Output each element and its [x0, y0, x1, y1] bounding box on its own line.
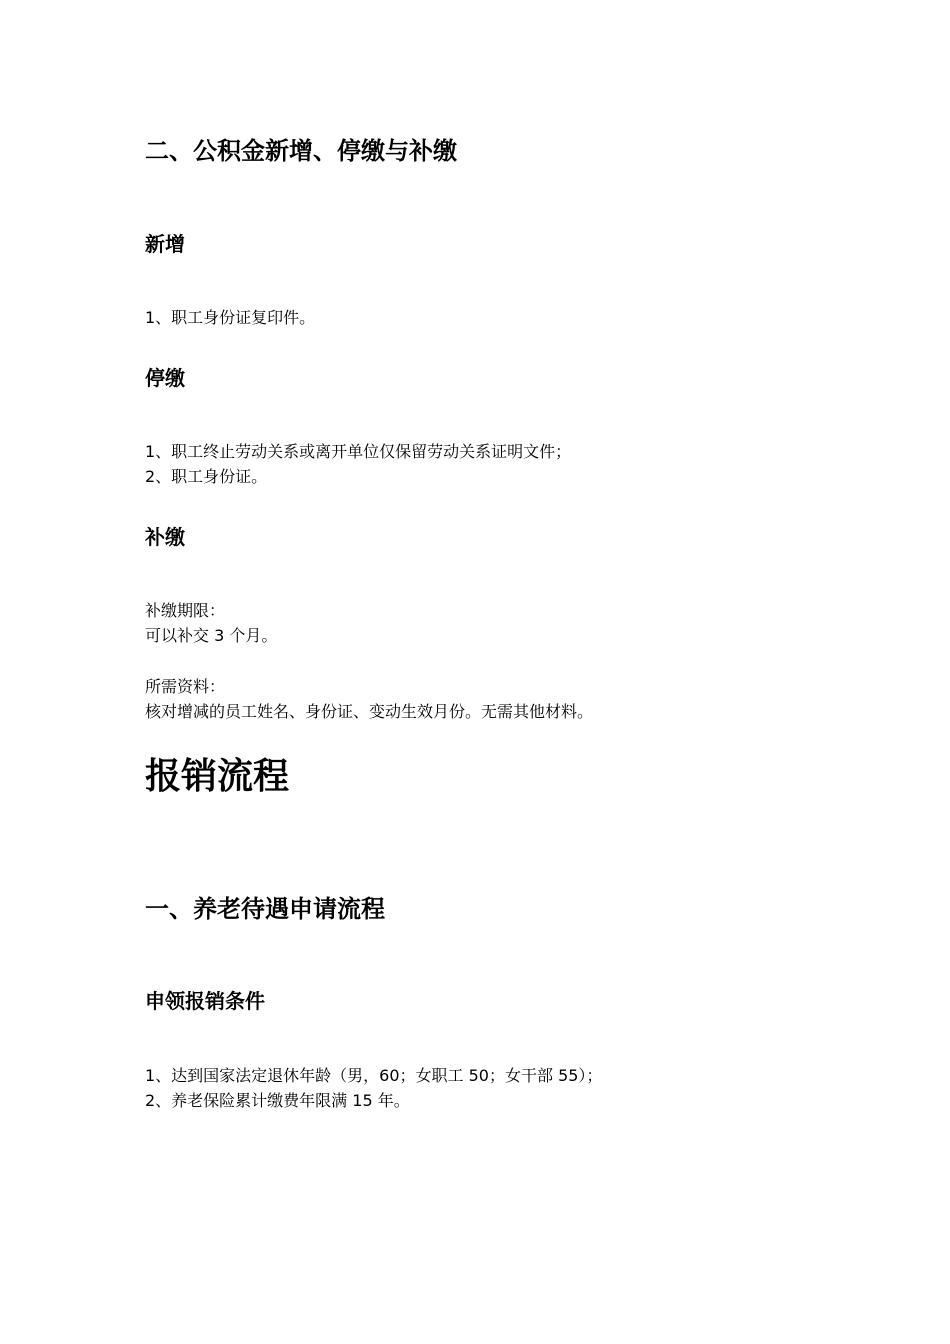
- heading-conditions: 申领报销条件: [145, 989, 265, 1013]
- supplement-materials-label: 所需资料：: [145, 677, 226, 696]
- supplement-period-value: 可以补交 3 个月。: [145, 626, 278, 645]
- reimbursement-title: 报销流程: [145, 756, 290, 797]
- heading-supplement: 补缴: [145, 525, 185, 549]
- stop-item-1: 1、职工终止劳动关系或离开单位仅保留劳动关系证明文件；: [145, 442, 572, 461]
- heading-stop: 停缴: [145, 366, 185, 390]
- add-item-1: 1、职工身份证复印件。: [145, 308, 316, 327]
- condition-item-2: 2、养老保险累计缴费年限满 15 年。: [145, 1091, 410, 1110]
- supplement-period-label: 补缴期限：: [145, 601, 226, 620]
- condition-item-1: 1、达到国家法定退休年龄（男，60；女职工 50；女干部 55）；: [145, 1066, 603, 1085]
- section-title-pension: 一、养老待遇申请流程: [145, 895, 385, 923]
- supplement-materials-value: 核对增减的员工姓名、身份证、变动生效月份。无需其他材料。: [145, 702, 594, 721]
- heading-add: 新增: [145, 232, 185, 256]
- section-title-housing-fund: 二、公积金新增、停缴与补缴: [145, 137, 457, 165]
- stop-item-2: 2、职工身份证。: [145, 467, 268, 486]
